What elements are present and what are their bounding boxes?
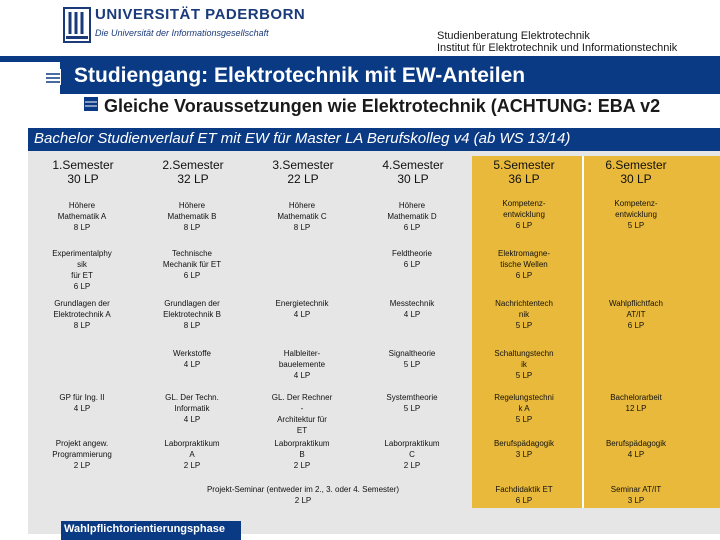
semester-lp: 32 LP — [177, 172, 209, 186]
module-cell: Elektromagne- tische Wellen 6 LP — [497, 249, 551, 280]
module-cell: Halbleiter- bauelemente 4 LP — [278, 349, 326, 380]
module-cell: GL. Der Techn. Informatik 4 LP — [165, 393, 219, 424]
department-line-2: Institut für Elektrotechnik und Informationstechnik — [437, 42, 678, 54]
module-cell: Laborpraktikum B 2 LP — [274, 439, 330, 470]
semester-header — [248, 158, 358, 186]
semester-lp: 36 LP — [508, 172, 540, 186]
semester-lp: 30 LP — [397, 172, 429, 186]
module-cell: Höhere Mathematik B 8 LP — [167, 201, 217, 232]
module-cell: Seminar AT/IT 3 LP — [610, 485, 662, 505]
semester-header — [358, 158, 468, 186]
module-cell: Höhere Mathematik A 8 LP — [57, 201, 107, 232]
module-cell: Systemtheorie 5 LP — [386, 393, 438, 413]
footer-label: Wahlpflichtorientierungsphase — [64, 523, 225, 535]
semester-lp: 30 LP — [67, 172, 99, 186]
semester-name: 1.Semester — [52, 158, 114, 172]
module-cell: Grundlagen der Elektrotechnik A 8 LP — [53, 299, 111, 330]
module-cell: Höhere Mathematik D 6 LP — [387, 201, 437, 232]
module-cell: Kompetenz- entwicklung 6 LP — [502, 199, 546, 230]
semester-lp: 22 LP — [287, 172, 319, 186]
module-cell: Fachdidaktik ET 6 LP — [495, 485, 553, 505]
semester-name: 6.Semester — [605, 158, 667, 172]
module-cell: Projekt-Seminar (entweder im 2., 3. oder 4. Semester) 2 LP — [206, 485, 400, 505]
slide-bullet: Gleiche Voraussetzungen wie Elektrotechnik (ACHTUNG: EBA v2 — [104, 96, 661, 116]
module-cell: Berufspädagogik 3 LP — [493, 439, 555, 459]
square-bullet-icon — [44, 68, 62, 86]
logo-subtitle: Die Universität der Informationsgesellschaft — [95, 28, 269, 38]
square-bullet-icon — [84, 97, 98, 111]
module-cell: Laborpraktikum C 2 LP — [384, 439, 440, 470]
module-cell: GL. Der Rechner - Architektur für ET — [271, 393, 333, 435]
semester-name: 2.Semester — [162, 158, 224, 172]
semester-header — [580, 158, 692, 186]
module-cell: Nachrichtentech nik 5 LP — [495, 299, 553, 330]
module-cell: Feldtheorie 6 LP — [391, 249, 433, 269]
module-cell: Projekt angew. Programmierung 2 LP — [52, 439, 112, 470]
module-cell: Grundlagen der Elektrotechnik B 8 LP — [163, 299, 221, 330]
module-cell: Berufspädagogik 4 LP — [605, 439, 667, 459]
module-cell: Bachelorarbeit 12 LP — [610, 393, 662, 413]
university-logo-icon — [62, 6, 92, 46]
semester-header — [138, 158, 248, 186]
module-cell: Kompetenz- entwicklung 5 LP — [614, 199, 658, 230]
module-cell: Messtechnik 4 LP — [389, 299, 435, 319]
module-cell: Experimentalphy sik für ET 6 LP — [52, 249, 112, 291]
module-cell: Regelungstechni k A 5 LP — [494, 393, 554, 424]
semester-name: 5.Semester — [493, 158, 555, 172]
module-cell: Höhere Mathematik C 8 LP — [277, 201, 327, 232]
plan-title: Bachelor Studienverlauf ET mit EW für Master LA Berufskolleg v4 (ab WS 13/14) — [34, 130, 571, 147]
department-line-1: Studienberatung Elektrotechnik — [437, 30, 590, 42]
module-cell: Signaltheorie 5 LP — [388, 349, 436, 369]
semester-name: 3.Semester — [272, 158, 334, 172]
semester-header — [468, 158, 580, 186]
semester-lp: 30 LP — [620, 172, 652, 186]
module-cell: Technische Mechanik für ET 6 LP — [162, 249, 222, 280]
department-label — [437, 30, 677, 54]
module-cell: Werkstoffe 4 LP — [173, 349, 211, 369]
semester-name: 4.Semester — [382, 158, 444, 172]
semester-header — [28, 158, 138, 186]
module-cell: Laborpraktikum A 2 LP — [164, 439, 220, 470]
module-cell: Energietechnik 4 LP — [275, 299, 329, 319]
logo-title: UNIVERSITÄT PADERBORN — [95, 6, 306, 23]
module-cell: Wahlpflichtfach AT/IT 6 LP — [609, 299, 663, 330]
module-cell: Schaltungstechn ik 5 LP — [494, 349, 554, 380]
module-cell: GP für Ing. II 4 LP — [59, 393, 105, 413]
slide-title: Studiengang: Elektrotechnik mit EW-Anteilen — [74, 64, 526, 87]
